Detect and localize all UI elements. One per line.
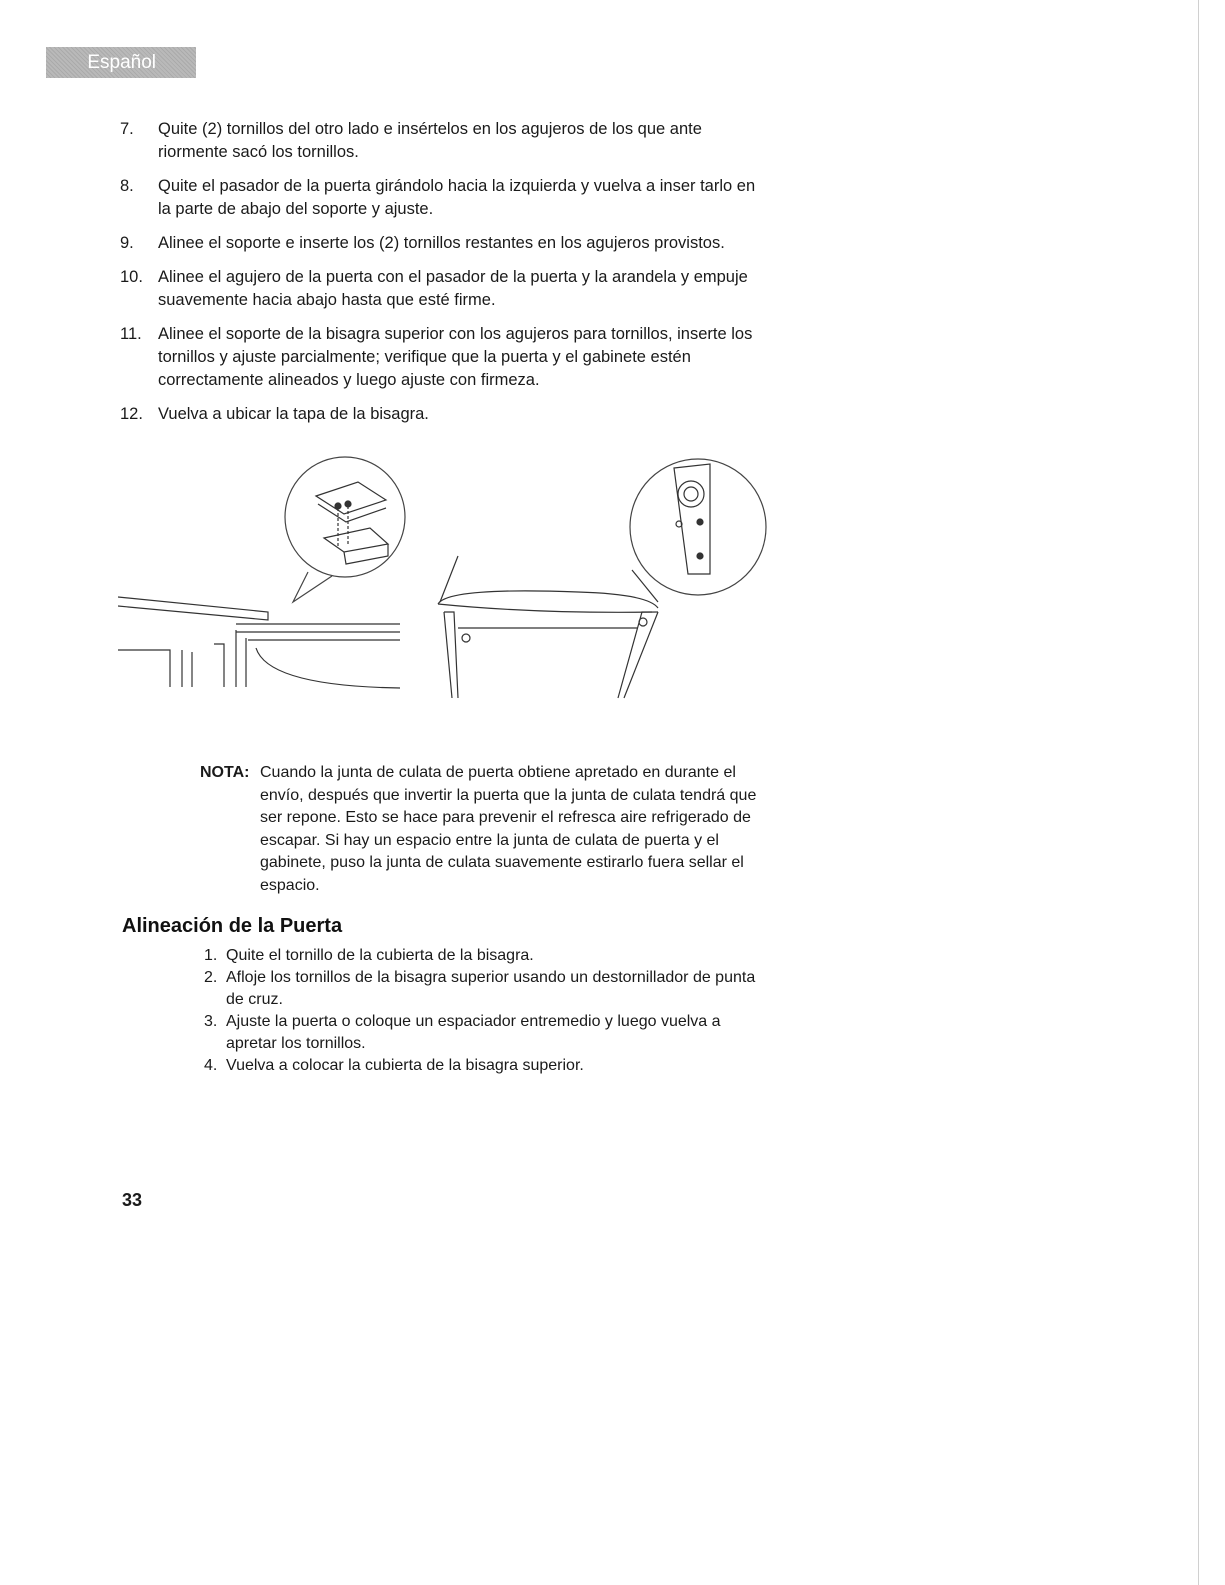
- alignment-step-2: [200, 967, 770, 1011]
- step-7: [120, 118, 760, 164]
- note-text: Cuando la junta de culata de puerta obtiene apretado en durante el envío, después que invertir la puerta que la junta de culata tendrá que ser repone. Esto se hace para prevenir el refresca aire refrigerado de escapar. Si hay un espacio entre la junta de culata de puerta y el gabinete, puso la junta de culata suavemente estirarlo fuera sellar el espacio.: [260, 764, 757, 894]
- step-text: Quite el pasador de la puerta girándolo hacia la izquierda y vuelva a inser tarlo en la parte de abajo del soporte y ajuste.: [158, 177, 756, 218]
- right-hinge-illustration: [438, 459, 766, 698]
- language-tab: Español: [46, 47, 196, 78]
- step-number: 4.: [204, 1057, 218, 1074]
- step-12: [120, 403, 760, 426]
- note-label: NOTA:: [200, 764, 250, 781]
- page-number: 33: [122, 1190, 143, 1210]
- step-8: [120, 175, 760, 221]
- note-block: [200, 762, 770, 897]
- step-text: Alinee el soporte e inserte los (2) tornillos restantes en los agujeros provistos.: [158, 234, 725, 252]
- step-11: [120, 323, 760, 392]
- step-text: Quite el tornillo de la cubierta de la bisagra.: [226, 947, 534, 964]
- page-edge-divider: [1198, 0, 1199, 1585]
- step-text: Vuelva a ubicar la tapa de la bisagra.: [158, 405, 429, 423]
- step-number: 10.: [120, 268, 143, 286]
- step-number: 3.: [204, 1013, 218, 1030]
- step-number: 2.: [204, 969, 218, 986]
- step-number: 11.: [120, 325, 142, 343]
- step-9: [120, 232, 760, 255]
- step-text: Alinee el soporte de la bisagra superior con los agujeros para tornillos, inserte los tornillos y ajuste parcialmente; verifique que la puerta y el gabinete estén correctamente alineados y luego ajuste con firmeza.: [158, 325, 753, 389]
- section-title: Alineación de la Puerta: [122, 915, 343, 937]
- step-text: Quite (2) tornillos del otro lado e insértelos en los agujeros de los que ante riormente sacó los tornillos.: [158, 120, 702, 161]
- step-text: Alinee el agujero de la puerta con el pasador de la puerta y la arandela y empuje suavemente hacia abajo hasta que esté firme.: [158, 268, 748, 309]
- alignment-step-4: [200, 1055, 770, 1077]
- step-number: 7.: [120, 120, 134, 138]
- step-10: [120, 266, 760, 312]
- step-text: Afloje los tornillos de la bisagra superior usando un destornillador de punta de cruz.: [226, 969, 756, 1008]
- alignment-step-3: [200, 1011, 770, 1055]
- hinge-illustrations: [118, 452, 778, 702]
- alignment-step-1: [200, 945, 770, 967]
- step-number: 12.: [120, 405, 143, 423]
- left-hinge-illustration: [118, 457, 405, 688]
- step-text: Ajuste la puerta o coloque un espaciador entremedio y luego vuelva a apretar los tornillos.: [226, 1013, 721, 1052]
- step-text: Vuelva a colocar la cubierta de la bisagra superior.: [226, 1057, 584, 1074]
- step-number: 1.: [204, 947, 218, 964]
- step-number: 8.: [120, 177, 134, 195]
- instruction-steps: [120, 118, 760, 437]
- step-number: 9.: [120, 234, 134, 252]
- alignment-steps: [200, 945, 770, 1077]
